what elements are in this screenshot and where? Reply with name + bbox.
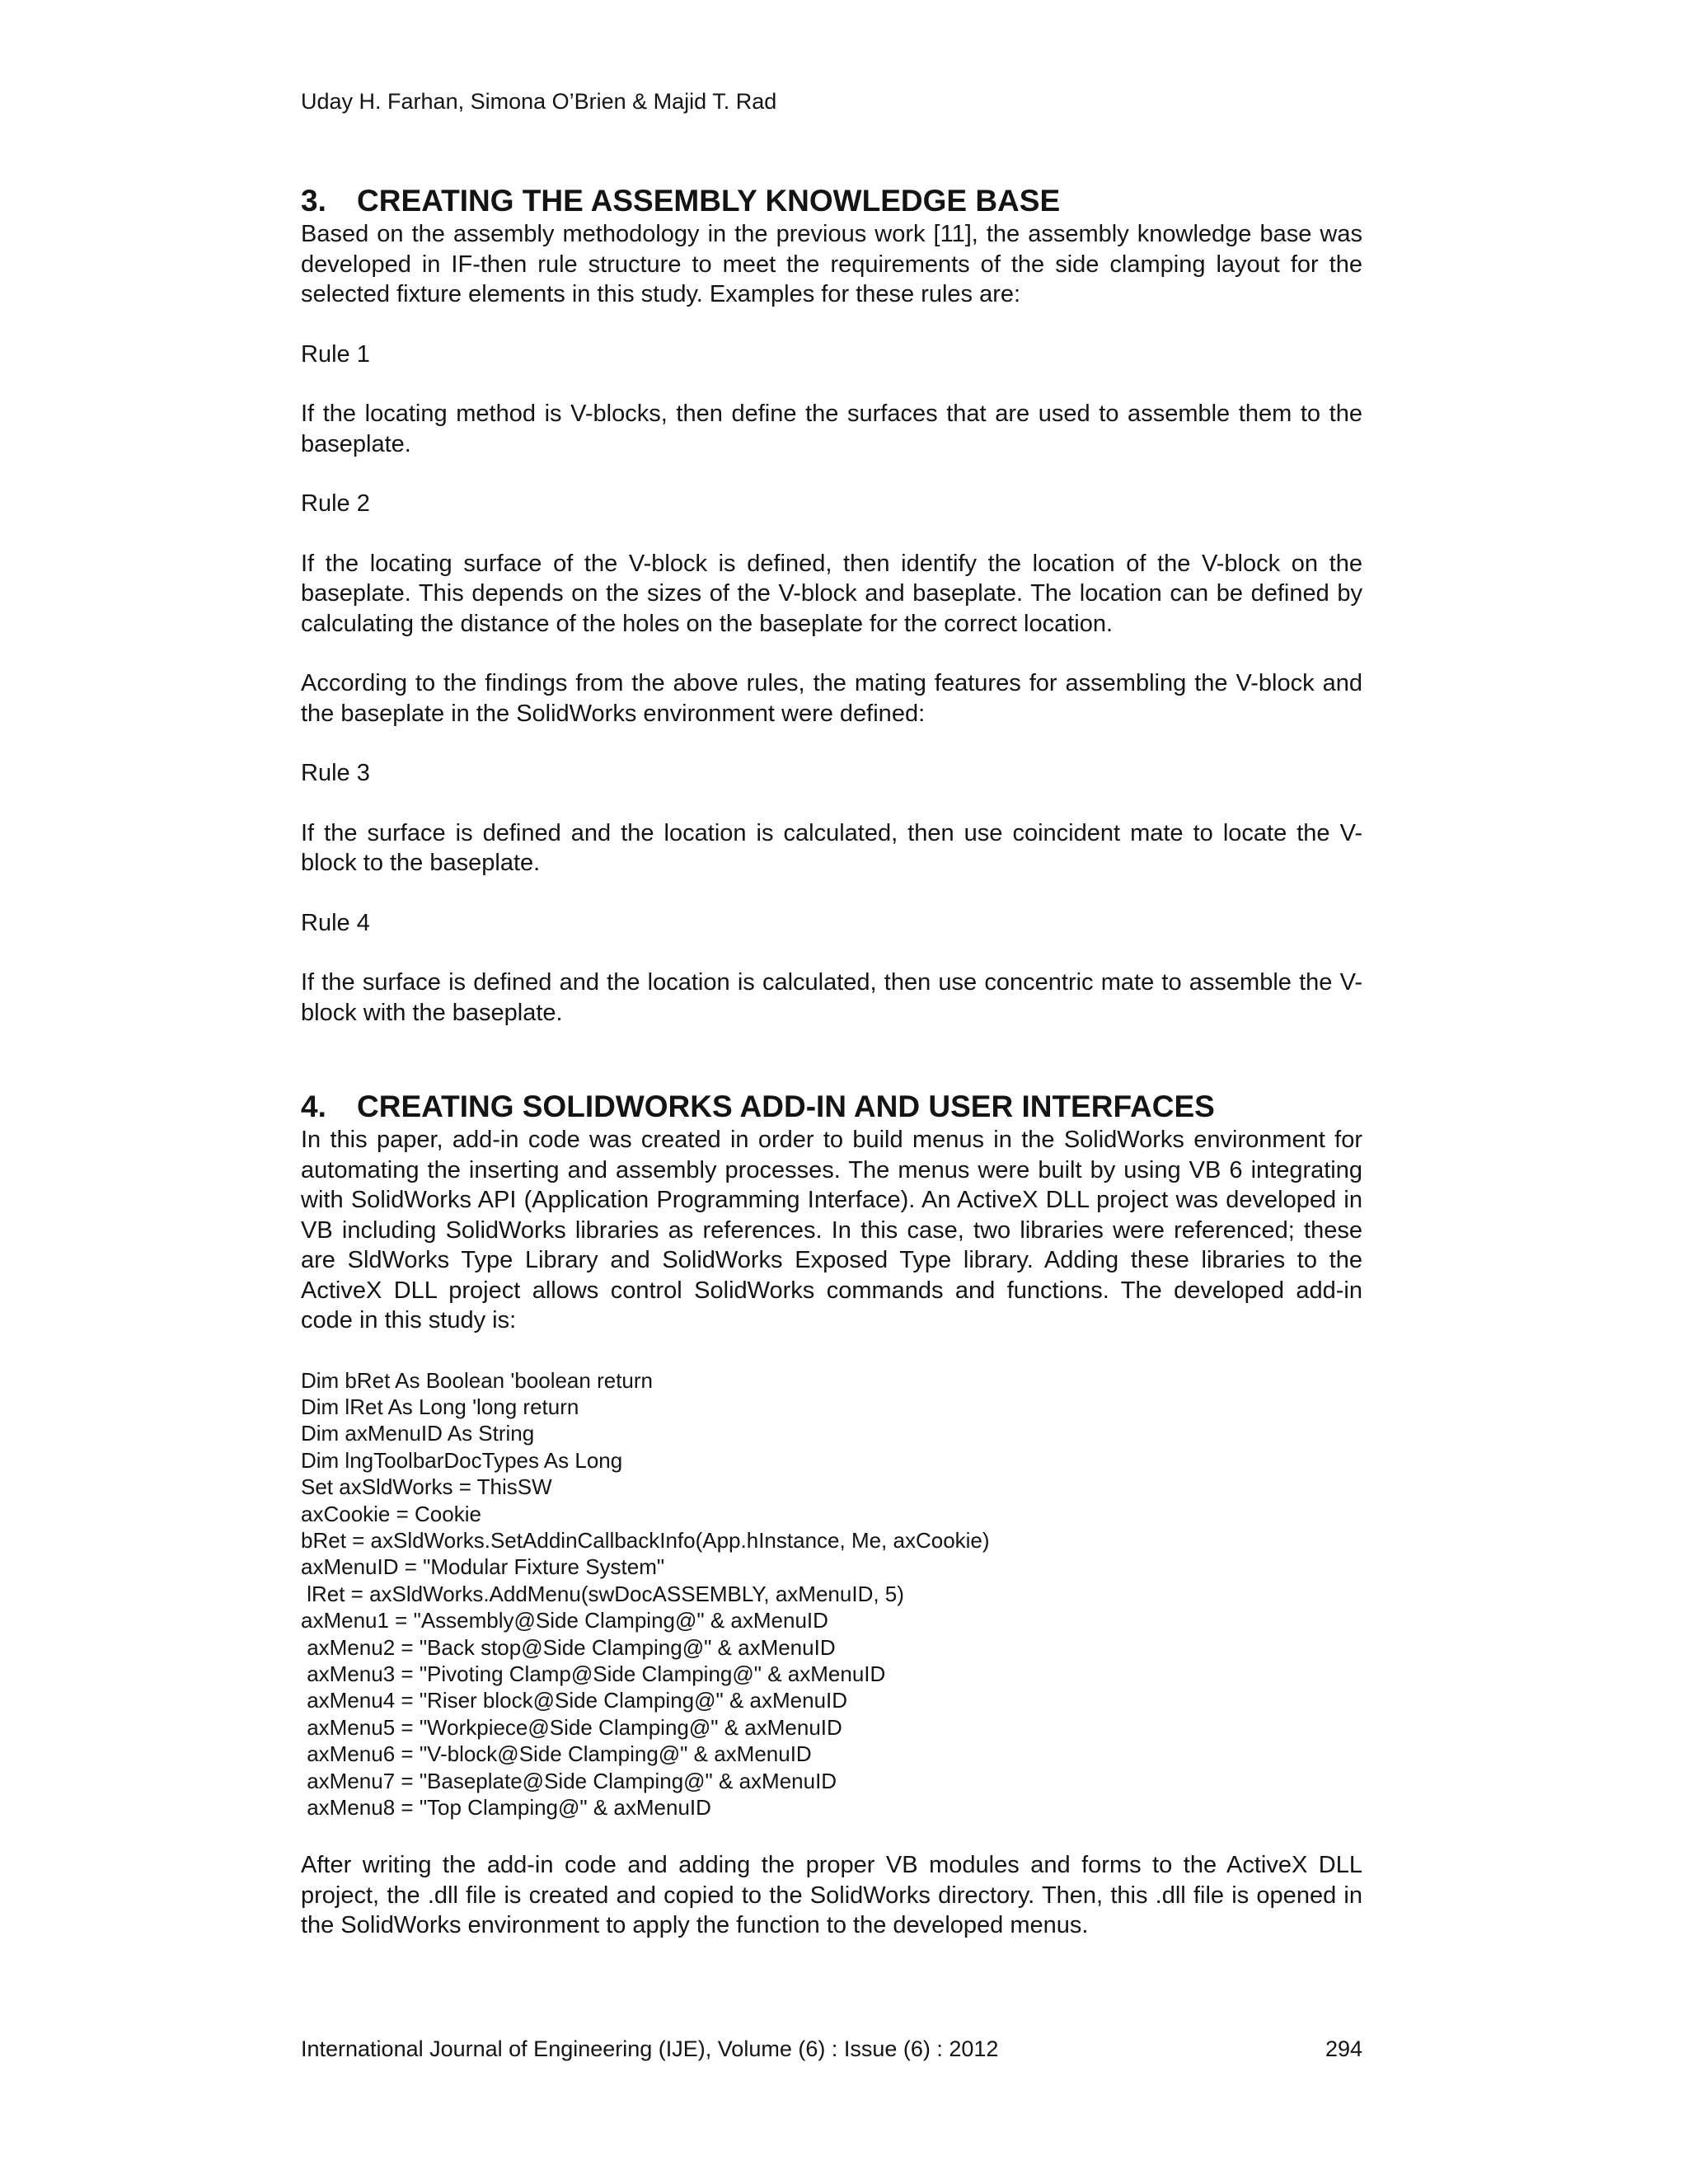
rule-2-label: Rule 2 — [301, 490, 370, 517]
section-4-number: 4. — [301, 1090, 326, 1123]
addin-code-block — [301, 1367, 1362, 1821]
page-number: 294 — [1325, 2036, 1362, 2061]
code-line: lRet = axSldWorks.AddMenu(swDocASSEMBLY, axMenuID, 5) — [301, 1581, 904, 1606]
code-line: axMenu7 = "Baseplate@Side Clamping@" & axMenuID — [301, 1768, 837, 1793]
code-line: bRet = axSldWorks.SetAddinCallbackInfo(App.hInstance, Me, axCookie) — [301, 1527, 990, 1553]
running-header-authors: Uday H. Farhan, Simona O’Brien & Majid T. Rad — [301, 89, 777, 114]
section-4-intro: In this paper, add-in code was created in order to build menus in the SolidWorks environment for automating the inserting and assembly processes. The menus were built by using VB 6 integrating with SolidWorks API (Application Programming Interface). An ActiveX DLL project was developed in VB including SolidWorks libraries as references. In this case, two libraries were referenced; these are SldWorks Type Library and SolidWorks Exposed Type library. Adding these libraries to the ActiveX DLL project allows control SolidWorks commands and functions. The developed add-in code in this study is: — [301, 1127, 1362, 1333]
page-content — [301, 183, 1362, 1941]
rule-4-text: If the surface is defined and the location is calculated, then use concentric mate to assemble the V-block with the baseplate. — [301, 969, 1362, 1026]
code-line: Dim lRet As Long 'long return — [301, 1394, 579, 1419]
rule-4-label: Rule 4 — [301, 909, 370, 936]
code-line: Set axSldWorks = ThisSW — [301, 1474, 552, 1500]
code-line: axMenuID = "Modular Fixture System" — [301, 1554, 665, 1580]
code-line: axCookie = Cookie — [301, 1501, 481, 1526]
code-line: Dim bRet As Boolean 'boolean return — [301, 1367, 653, 1393]
section-3-intro: Based on the assembly methodology in the previous work [11], the assembly knowledge base was developed in IF-then rule structure to meet the requirements of the side clamping layout for the selected fixture elements in this study. Examples for these rules are: — [301, 221, 1362, 307]
rule-3-label: Rule 3 — [301, 760, 370, 786]
code-line: Dim lngToolbarDocTypes As Long — [301, 1447, 623, 1473]
code-line: axMenu4 = "Riser block@Side Clamping@" & axMenuID — [301, 1688, 848, 1713]
code-line: axMenu8 = "Top Clamping@" & axMenuID — [301, 1795, 711, 1820]
section-3-title: CREATING THE ASSEMBLY KNOWLEDGE BASE — [357, 184, 1061, 218]
rule-1-label: Rule 1 — [301, 340, 370, 368]
section-3-number: 3. — [301, 184, 326, 218]
rule-1-text: If the locating method is V-blocks, then define the surfaces that are used to assemble them to the baseplate. — [301, 401, 1362, 457]
code-line: axMenu1 = "Assembly@Side Clamping@" & axMenuID — [301, 1608, 828, 1633]
findings-paragraph: According to the findings from the above rules, the mating features for assembling the V-block and the baseplate in the SolidWorks environment were defined: — [301, 670, 1362, 727]
section-4-title: CREATING SOLIDWORKS ADD-IN AND USER INTERFACES — [357, 1090, 1215, 1123]
after-code-paragraph: After writing the add-in code and adding the proper VB modules and forms to the ActiveX DLL project, the .dll file is created and copied to the SolidWorks directory. Then, this .dll file is opened in the SolidWorks environment to apply the function to the developed menus. — [301, 1852, 1362, 1939]
rule-2-text: If the locating surface of the V-block is defined, then identify the location of the V-block on the baseplate. This depends on the sizes of the V-block and baseplate. The location can be defined by calculating the distance of the holes on the baseplate for the correct location. — [301, 550, 1362, 637]
section-3-heading — [301, 183, 1362, 219]
code-line: Dim axMenuID As String — [301, 1421, 535, 1446]
footer-journal-citation: International Journal of Engineering (IJE), Volume (6) : Issue (6) : 2012 — [301, 2036, 999, 2061]
code-line: axMenu5 = "Workpiece@Side Clamping@" & axMenuID — [301, 1714, 842, 1740]
code-line: axMenu2 = "Back stop@Side Clamping@" & axMenuID — [301, 1634, 836, 1660]
code-line: axMenu3 = "Pivoting Clamp@Side Clamping@" & axMenuID — [301, 1661, 886, 1686]
section-4-heading — [301, 1089, 1362, 1125]
rule-3-text: If the surface is defined and the location is calculated, then use coincident mate to locate the V-block to the baseplate. — [301, 819, 1362, 876]
code-line: axMenu6 = "V-block@Side Clamping@" & axMenuID — [301, 1741, 812, 1767]
